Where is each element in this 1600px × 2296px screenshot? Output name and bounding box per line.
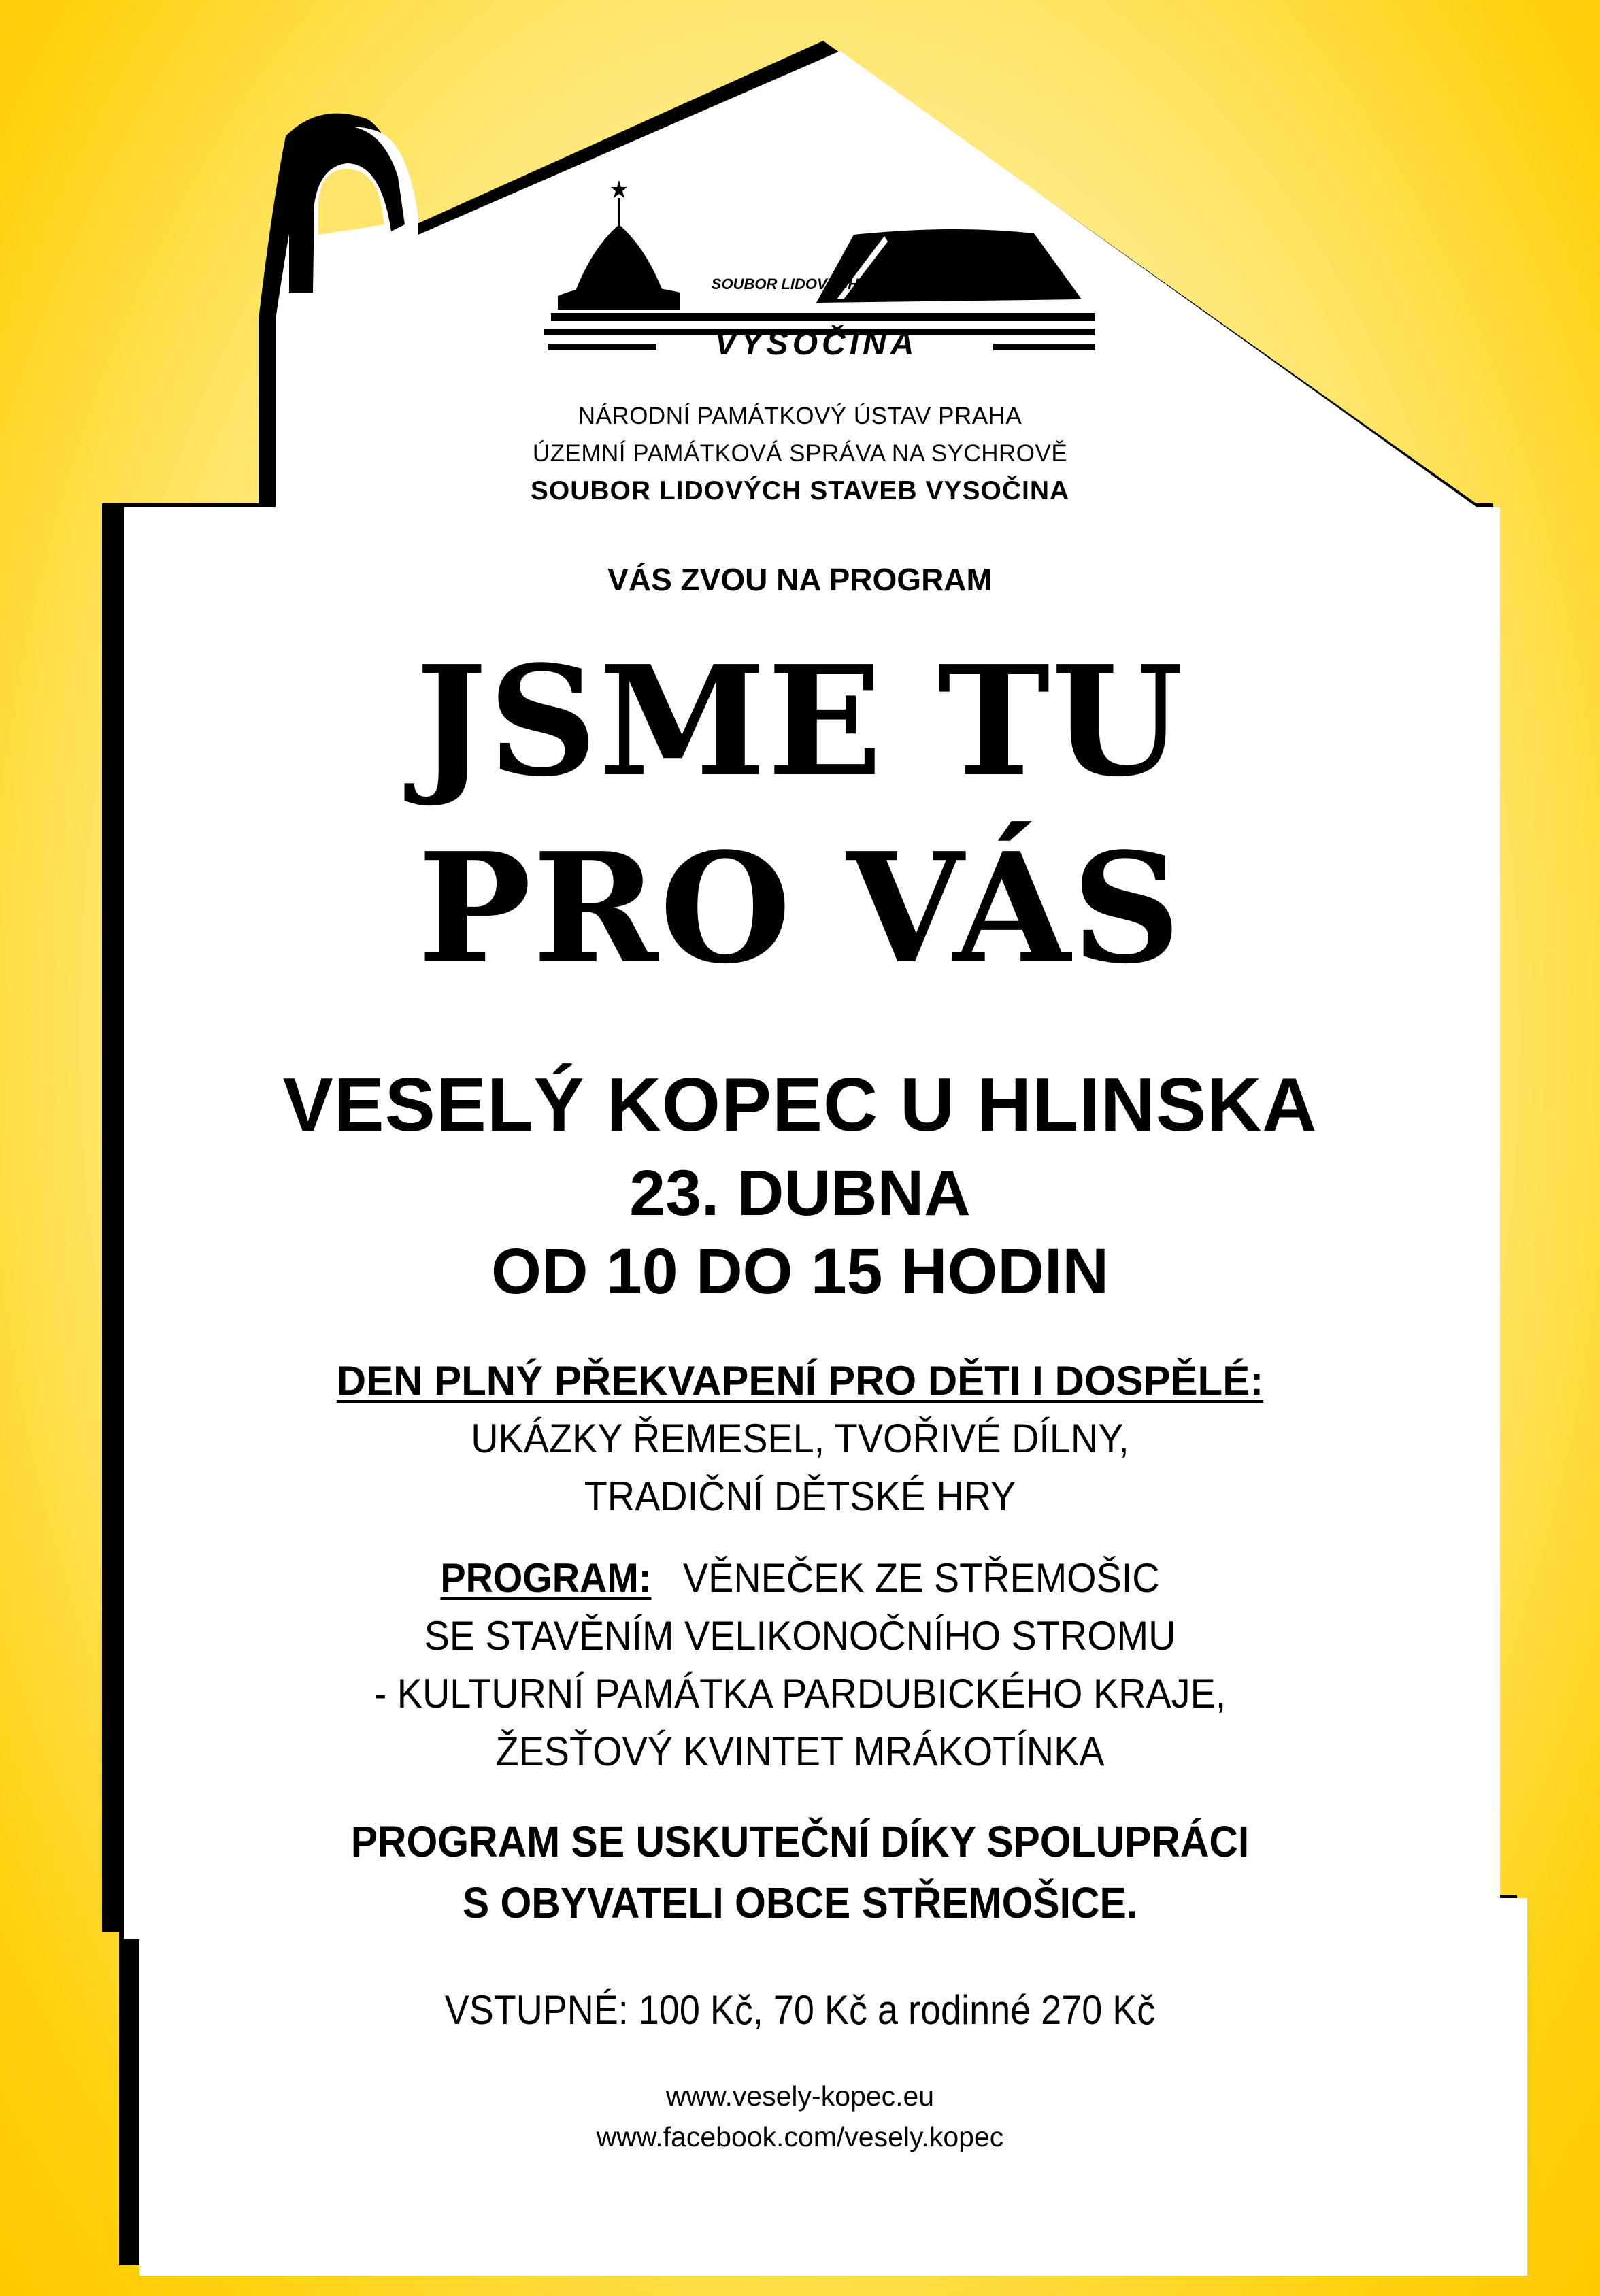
logo: [544, 173, 1102, 364]
admission-text: VSTUPNÉ: 100 Kč, 70 Kč a rodinné 270 Kč: [444, 1987, 1156, 2033]
folk-buildings-silhouette-icon: [544, 180, 1095, 350]
logo-name: VYSOČINA: [714, 326, 918, 362]
logo-top-text: SOUBOR LIDOVÝCH STAVEB: [711, 276, 922, 293]
headline-line-2: PRO VÁS: [418, 820, 1182, 997]
headline-line-1: JSME TU: [415, 633, 1185, 810]
program-line-2: SE STAVĚNÍM VELIKONOČNÍHO STROMU: [424, 1613, 1176, 1659]
facebook-link[interactable]: www.facebook.com/vesely.kopec: [596, 2121, 1004, 2152]
program-line-3: - KULTURNÍ PAMÁTKA PARDUBICKÉHO KRAJE,: [373, 1671, 1227, 1716]
organizer-line-3: SOUBOR LIDOVÝCH STAVEB VYSOČINA: [530, 476, 1070, 505]
event-time: OD 10 DO 15 HODIN: [490, 1235, 1110, 1308]
organizer-line-2: ÚZEMNÍ PAMÁTKOVÁ SPRÁVA NA SYCHROVĚ: [532, 440, 1068, 467]
cooperation-line-2: S OBYVATELI OBCE STŘEMOŠICE.: [462, 1878, 1138, 1927]
program-line-4: ŽESŤOVÝ KVINTET MRÁKOTÍNKA: [495, 1729, 1105, 1774]
event-place: VESELÝ KOPEC U HLINSKA: [282, 1063, 1318, 1147]
highlights-line-1: UKÁZKY ŘEMESEL, TVOŘIVÉ DÍLNY,: [471, 1416, 1129, 1461]
website-link[interactable]: www.vesely-kopec.eu: [665, 2080, 935, 2112]
highlights-heading: DEN PLNÝ PŘEKVAPENÍ PRO DĚTI I DOSPĚLÉ:: [336, 1358, 1264, 1403]
program-first-line: [56, 1554, 1544, 1601]
program-label: PROGRAM:: [440, 1555, 652, 1601]
program-first: VĚNEČEK ZE STŘEMOŠIC: [682, 1555, 1160, 1601]
organizer-line-1: NÁRODNÍ PAMÁTKOVÝ ÚSTAV PRAHA: [578, 403, 1022, 429]
invite-text: VÁS ZVOU NA PROGRAM: [607, 562, 993, 597]
event-date: 23. DUBNA: [629, 1157, 971, 1229]
cooperation-line-1: PROGRAM SE USKUTEČNÍ DÍKY SPOLUPRÁCI: [350, 1817, 1250, 1866]
highlights-line-2: TRADIČNÍ DĚTSKÉ HRY: [584, 1474, 1016, 1519]
